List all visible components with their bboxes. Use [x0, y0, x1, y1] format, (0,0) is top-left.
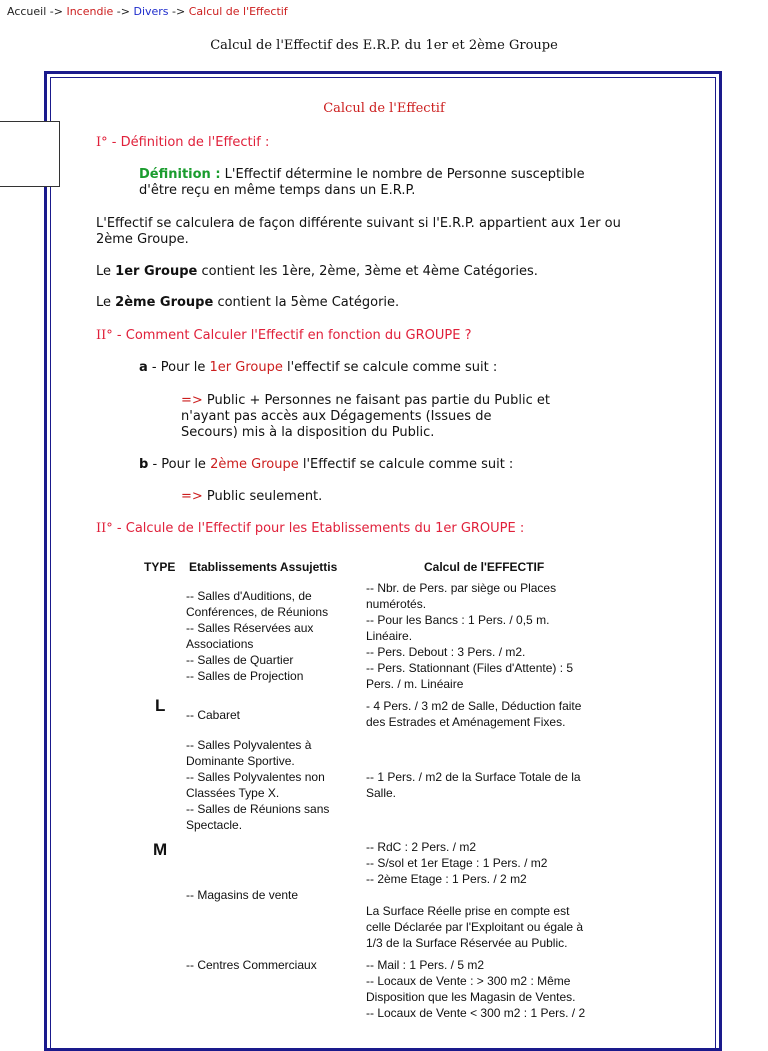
table-cell-line: -- Centres Commerciaux	[186, 958, 317, 972]
item-b-pre: - Pour le	[148, 457, 211, 472]
table-cell-line: celle Déclarée par l'Exploitant ou égale à	[366, 920, 584, 934]
section-3-heading	[96, 521, 524, 537]
item-a-text-line-2: n'ayant pas accès aux Dégagements (Issues de	[181, 409, 492, 424]
paragraph-2	[96, 264, 538, 280]
table-cell-line: 1/3 de la Surface Réservée au Public.	[366, 936, 568, 950]
table-cell-line: Disposition que les Magasin de Ventes.	[366, 990, 576, 1004]
breadcrumb	[7, 5, 288, 18]
arrow-icon: =>	[181, 489, 203, 504]
paragraph-2-post: contient les 1ère, 2ème, 3ème et 4ème Catégories.	[197, 264, 538, 279]
table-header-calcul: Calcul de l'EFFECTIF	[424, 560, 545, 574]
breadcrumb-current: Calcul de l'Effectif	[188, 5, 288, 18]
table-cell-line: -- Salles Polyvalentes non	[186, 770, 325, 784]
table-cell-line: -- Locaux de Vente : > 300 m2 : Même	[366, 974, 571, 988]
type-L-label: L	[155, 696, 166, 715]
item-a-text-line-3: Secours) mis à la disposition du Public.	[181, 425, 435, 440]
type-M-label: M	[153, 840, 168, 859]
paragraph-3-post: contient la 5ème Catégorie.	[213, 295, 400, 310]
table-cell-line: -- Salles de Projection	[186, 669, 304, 683]
definition-text-1: L'Effectif détermine le nombre de Personne susceptible	[220, 167, 585, 182]
row-1-etablissements	[186, 588, 328, 684]
section-1-heading	[96, 135, 269, 151]
section-3-number: II°	[96, 521, 113, 536]
row-2-calcul	[366, 698, 581, 730]
table-cell-line: Classées Type X.	[186, 786, 280, 800]
item-a-group: 1er Groupe	[209, 360, 283, 375]
table-cell-line: -- Pers. Debout : 3 Pers. / m2.	[366, 645, 526, 659]
section-2-number: II°	[96, 328, 113, 343]
breadcrumb-divers-link[interactable]: Divers	[133, 5, 169, 18]
table-cell-line: Conférences, de Réunions	[186, 605, 329, 619]
table-cell-line: numérotés.	[366, 597, 427, 611]
table-cell-line: Salle.	[366, 786, 397, 800]
table-header-etablissements: Etablissements Assujettis	[189, 560, 338, 574]
breadcrumb-separator: ->	[116, 5, 130, 18]
paragraph-3	[96, 295, 399, 311]
section-1-number: I°	[96, 135, 108, 150]
row-5-calcul	[366, 957, 585, 1021]
section-2-heading	[96, 328, 472, 344]
table-cell-line: Spectacle.	[186, 818, 243, 832]
row-1-calcul	[366, 580, 573, 692]
item-b-text-line	[181, 489, 322, 505]
item-b	[139, 457, 513, 473]
section-3-title: - Calcule de l'Effectif pour les Etablissements du 1er GROUPE :	[112, 521, 525, 536]
item-b-group: 2ème Groupe	[210, 457, 299, 472]
table-cell-line: -- Mail : 1 Pers. / 5 m2	[366, 958, 485, 972]
table-cell-line: -- Salles Réservées aux	[186, 621, 314, 635]
breadcrumb-home-link[interactable]: Accueil	[7, 5, 47, 18]
table-cell-line: -- 2ème Etage : 1 Pers. / 2 m2	[366, 872, 527, 886]
arrow-icon: =>	[181, 393, 203, 408]
paragraph-1-line-1: L'Effectif se calculera de façon différente suivant si l'E.R.P. appartient aux 1er ou	[96, 216, 621, 231]
item-a-text-1: Public + Personnes ne faisant pas partie du Public et	[202, 393, 550, 408]
table-cell-line: -- Pour les Bancs : 1 Pers. / 0,5 m.	[366, 613, 550, 627]
table-cell-line: -- RdC : 2 Pers. / m2	[366, 840, 477, 854]
content-subtitle: Calcul de l'Effectif	[323, 101, 445, 116]
paragraph-2-bold: 1er Groupe	[115, 264, 198, 279]
definition-line-1	[139, 167, 585, 183]
item-b-text: Public seulement.	[202, 489, 323, 504]
table-cell-line: -- S/sol et 1er Etage : 1 Pers. / m2	[366, 856, 548, 870]
paragraph-1-line-2: 2ème Groupe.	[96, 232, 189, 247]
definition-label: Définition :	[139, 167, 221, 182]
table-cell-line	[366, 887, 583, 903]
table-cell-line: -- Locaux de Vente < 300 m2 : 1 Pers. / 2	[366, 1006, 586, 1020]
item-b-post: l'Effectif se calcule comme suit :	[298, 457, 514, 472]
paragraph-3-bold: 2ème Groupe	[115, 295, 214, 310]
item-a-text-line-1	[181, 393, 550, 409]
table-cell-line: -- Nbr. de Pers. par siège ou Places	[366, 581, 557, 595]
item-a-post: l'effectif se calcule comme suit :	[282, 360, 498, 375]
item-b-label: b	[139, 457, 149, 472]
item-a	[139, 360, 497, 376]
row-4-calcul	[366, 839, 583, 951]
table-cell-line: -- Salles Polyvalentes à	[186, 738, 312, 752]
breadcrumb-incendie-link[interactable]: Incendie	[66, 5, 114, 18]
side-panel-box	[0, 121, 60, 187]
table-cell-line: Associations	[186, 637, 254, 651]
table-cell-line: -- Cabaret	[186, 708, 241, 722]
item-a-label: a	[139, 360, 148, 375]
section-2-title: - Comment Calculer l'Effectif en fonction du GROUPE ?	[112, 328, 472, 343]
table-cell-line: - 4 Pers. / 3 m2 de Salle, Déduction faite	[366, 699, 582, 713]
row-3-calcul	[366, 769, 581, 801]
table-cell-line: Dominante Sportive.	[186, 754, 295, 768]
paragraph-3-pre: Le	[96, 295, 116, 310]
row-4-etablissements	[186, 887, 298, 903]
breadcrumb-separator: ->	[172, 5, 186, 18]
table-cell-line: des Estrades et Aménagement Fixes.	[366, 715, 566, 729]
row-5-etablissements	[186, 957, 317, 973]
table-cell-line: Pers. / m. Linéaire	[366, 677, 464, 691]
table-cell-line: -- 1 Pers. / m2 de la Surface Totale de la	[366, 770, 581, 784]
table-cell-line: -- Salles de Quartier	[186, 653, 294, 667]
definition-line-2: d'être reçu en même temps dans un E.R.P.	[139, 183, 416, 198]
table-cell-line: -- Pers. Stationnant (Files d'Attente) : 5	[366, 661, 574, 675]
table-cell-line: -- Magasins de vente	[186, 888, 299, 902]
paragraph-2-pre: Le	[96, 264, 116, 279]
table-header-type: TYPE	[144, 560, 176, 574]
table-cell-line: -- Salles d'Auditions, de	[186, 589, 312, 603]
breadcrumb-separator: ->	[49, 5, 63, 18]
section-1-title: - Définition de l'Effectif :	[107, 135, 270, 150]
page-title: Calcul de l'Effectif des E.R.P. du 1er et 2ème Groupe	[210, 38, 558, 53]
table-cell-line: -- Salles de Réunions sans	[186, 802, 330, 816]
table-cell-line: La Surface Réelle prise en compte est	[366, 904, 570, 918]
table-cell-line: Linéaire.	[366, 629, 413, 643]
row-3-etablissements	[186, 737, 329, 833]
item-a-pre: - Pour le	[147, 360, 210, 375]
row-2-etablissements	[186, 707, 240, 723]
